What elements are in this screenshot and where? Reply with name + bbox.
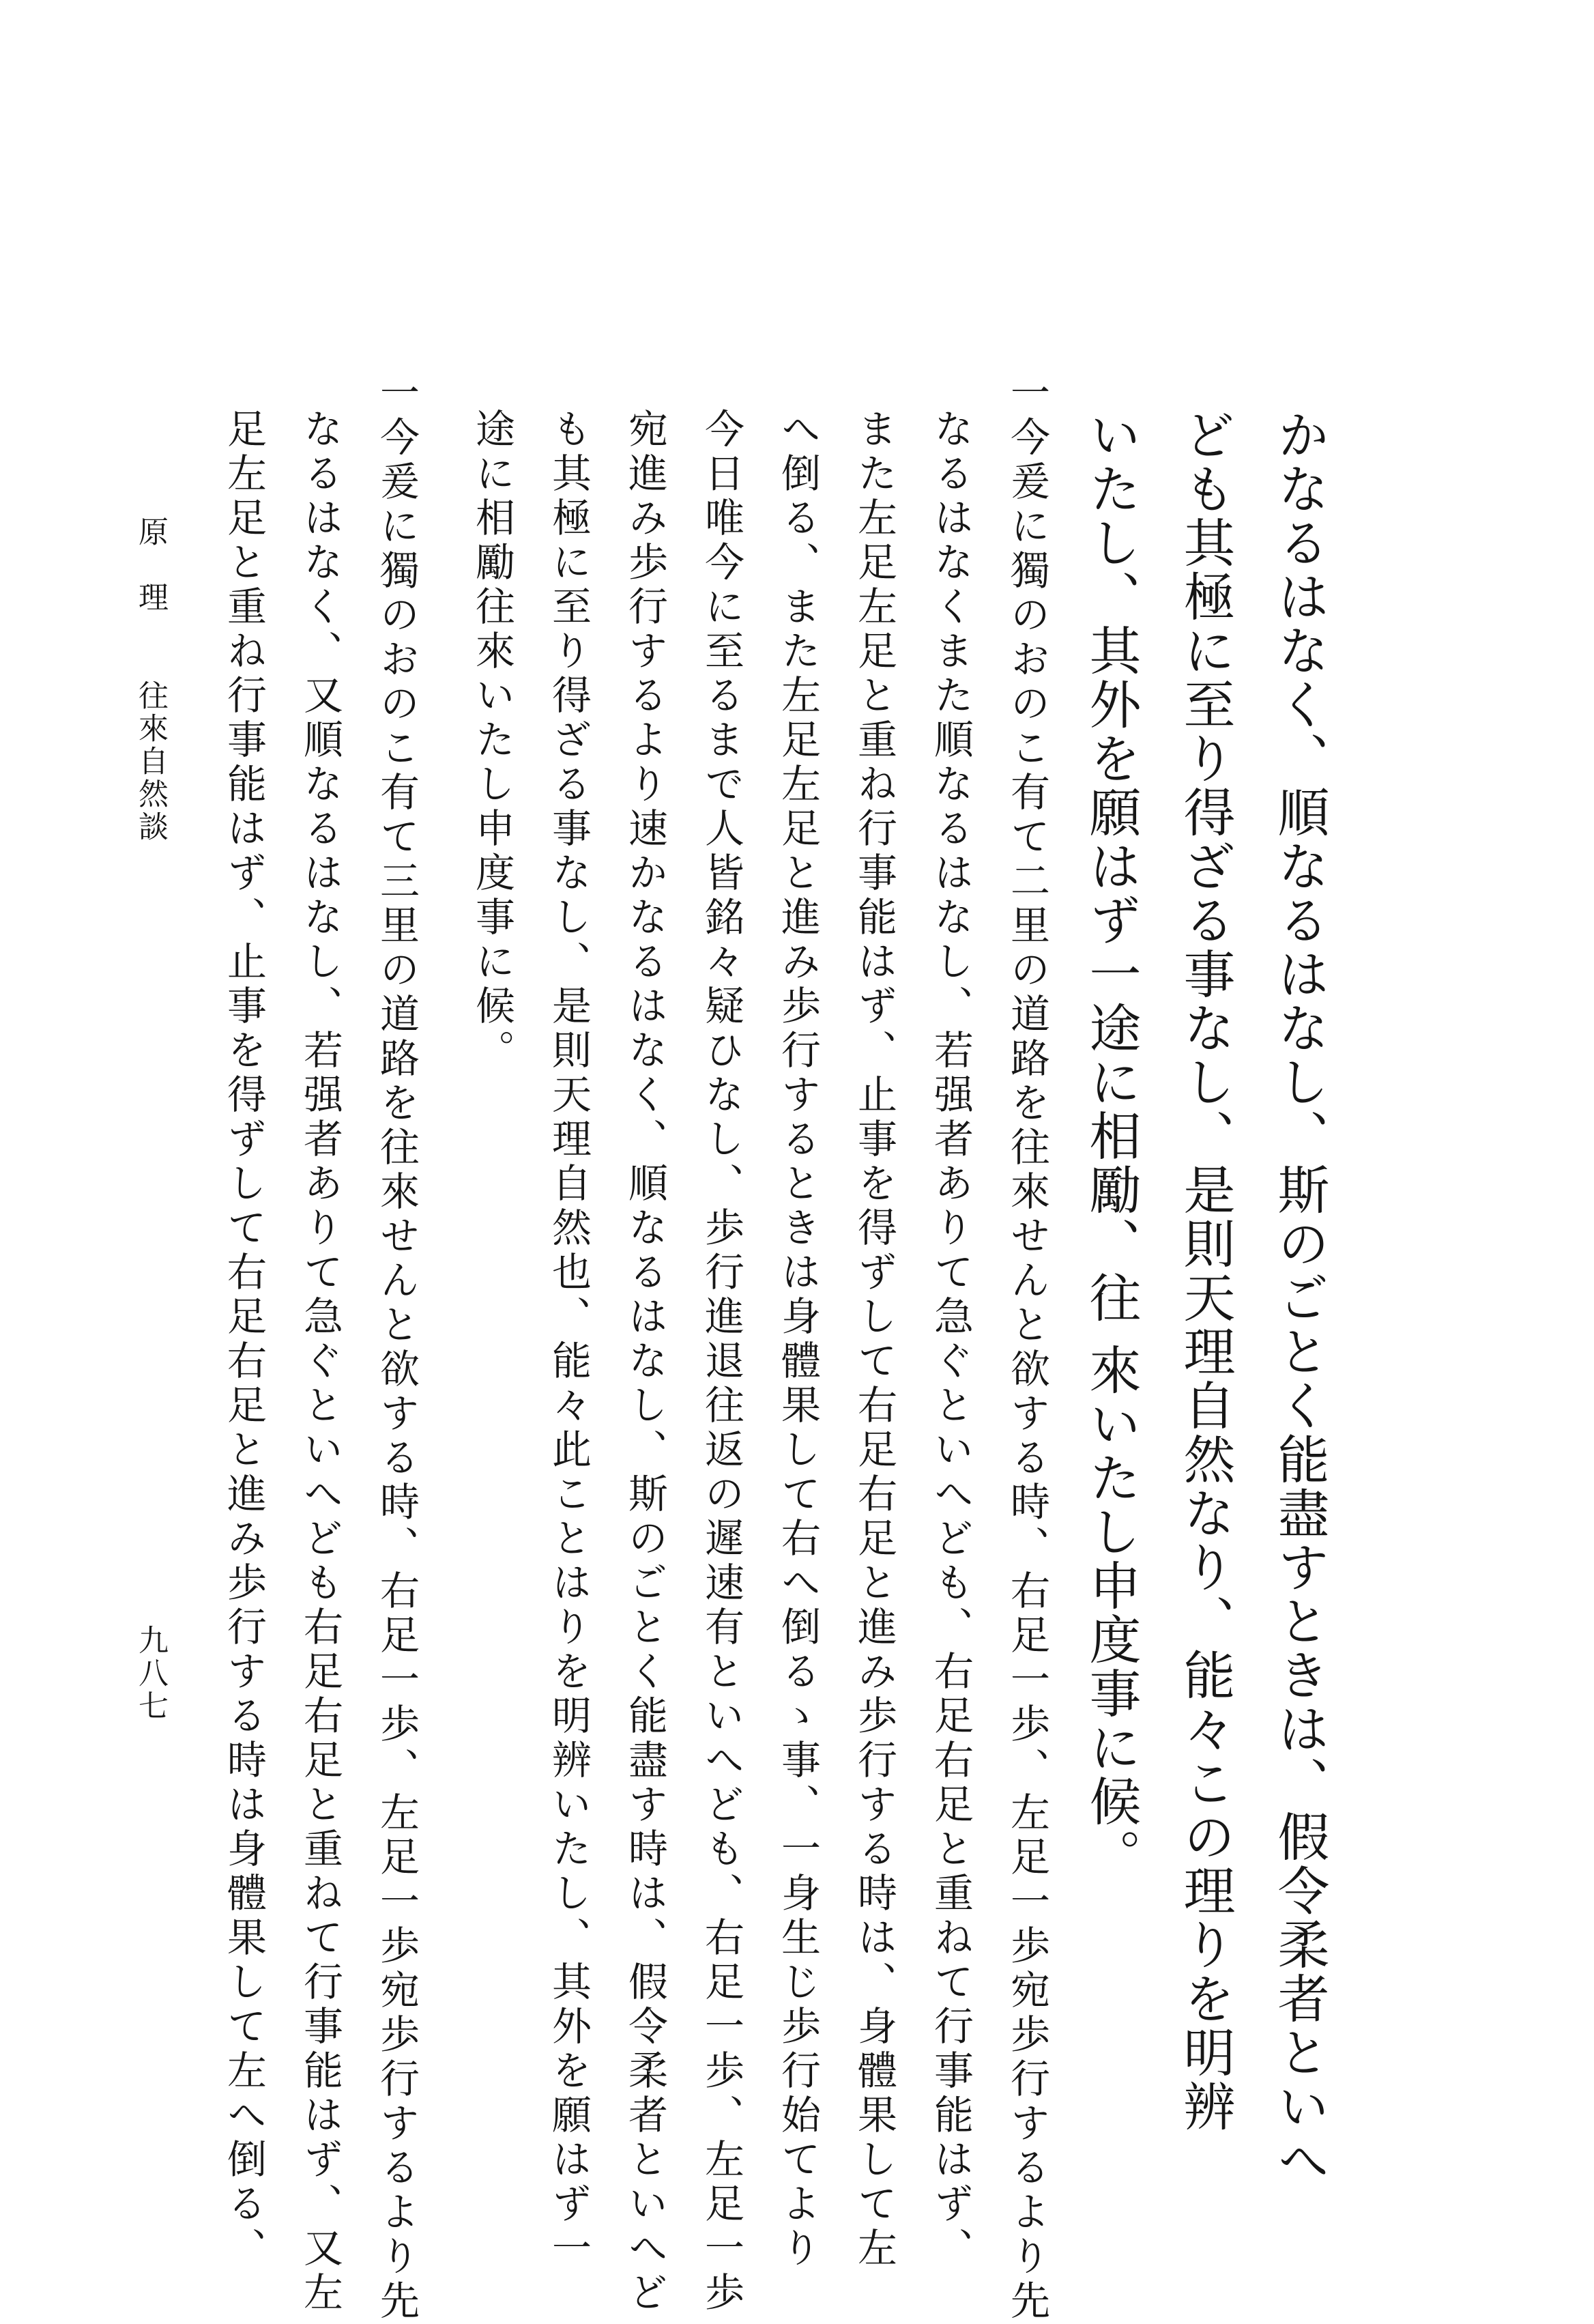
text-line-2: ども其極に至り得ざる事なし、是則天理自然なり、能々この理りを明辨 [1175,408,1236,2134]
text-line-5: なるはなくまた順なるはなし、若强者ありて急ぐといへども、右足右足と重ねて行事能はず、 [927,408,974,2271]
text-line-7: へ倒る、また左足左足と進み歩行するときは身體果して右へ倒るゝ事、一身生じ歩行始てより [774,408,821,2271]
text-line-4: 一今爰に獨のおのこ有て二里の道路を往來せんと欲する時、右足一歩、左足一歩宛歩行するより先 [1004,372,1050,2324]
text-line-8: 今日唯今に至るまで人皆銘々疑ひなし、歩行進退往返の遲速有といへども、右足一歩、左足一歩 [698,408,744,2316]
text-line-3: いたし、其外を願はず一途に相勵、往 來いたし申度事に候。 [1081,408,1142,1883]
text-line-10: も其極に至り得ざる事なし、是則天理自然也、能々此ことはりを明辨いたし、其外を願はず一 [545,408,592,2271]
running-footer-title: 原 理 往來自然談 [133,516,168,844]
text-line-11: 途に相勵往來いたし申度事に候。 [469,408,515,1074]
page-number: 九八七 [133,1624,168,1723]
text-line-14: 足左足と重ね行事能はず、止事を得ずして右足右足と進み歩行する時は身體果して左へ倒る、 [220,408,267,2271]
text-line-6: また左足左足と重ね行事能はず、止事を得ずして右足右足と進み歩行する時は、身體果して左 [851,408,897,2271]
text-line-12: 一今爰に獨のおのこ有て三里の道路を往來せんと欲する時、右足一歩、左足一歩宛歩行するより先 [373,372,420,2324]
text-line-9: 宛進み歩行するより速かなるはなく、順なるはなし、斯のごとく能盡す時は、假令柔者といへど [622,408,668,2316]
text-line-1: かなるはなく、順なるはなし、斯のごとく能盡すときは、假令柔者といへ [1269,408,1330,2187]
text-line-13: なるはなく、又順なるはなし、若强者ありて急ぐといへども右足右足と重ねて行事能はず、又左 [297,408,343,2316]
